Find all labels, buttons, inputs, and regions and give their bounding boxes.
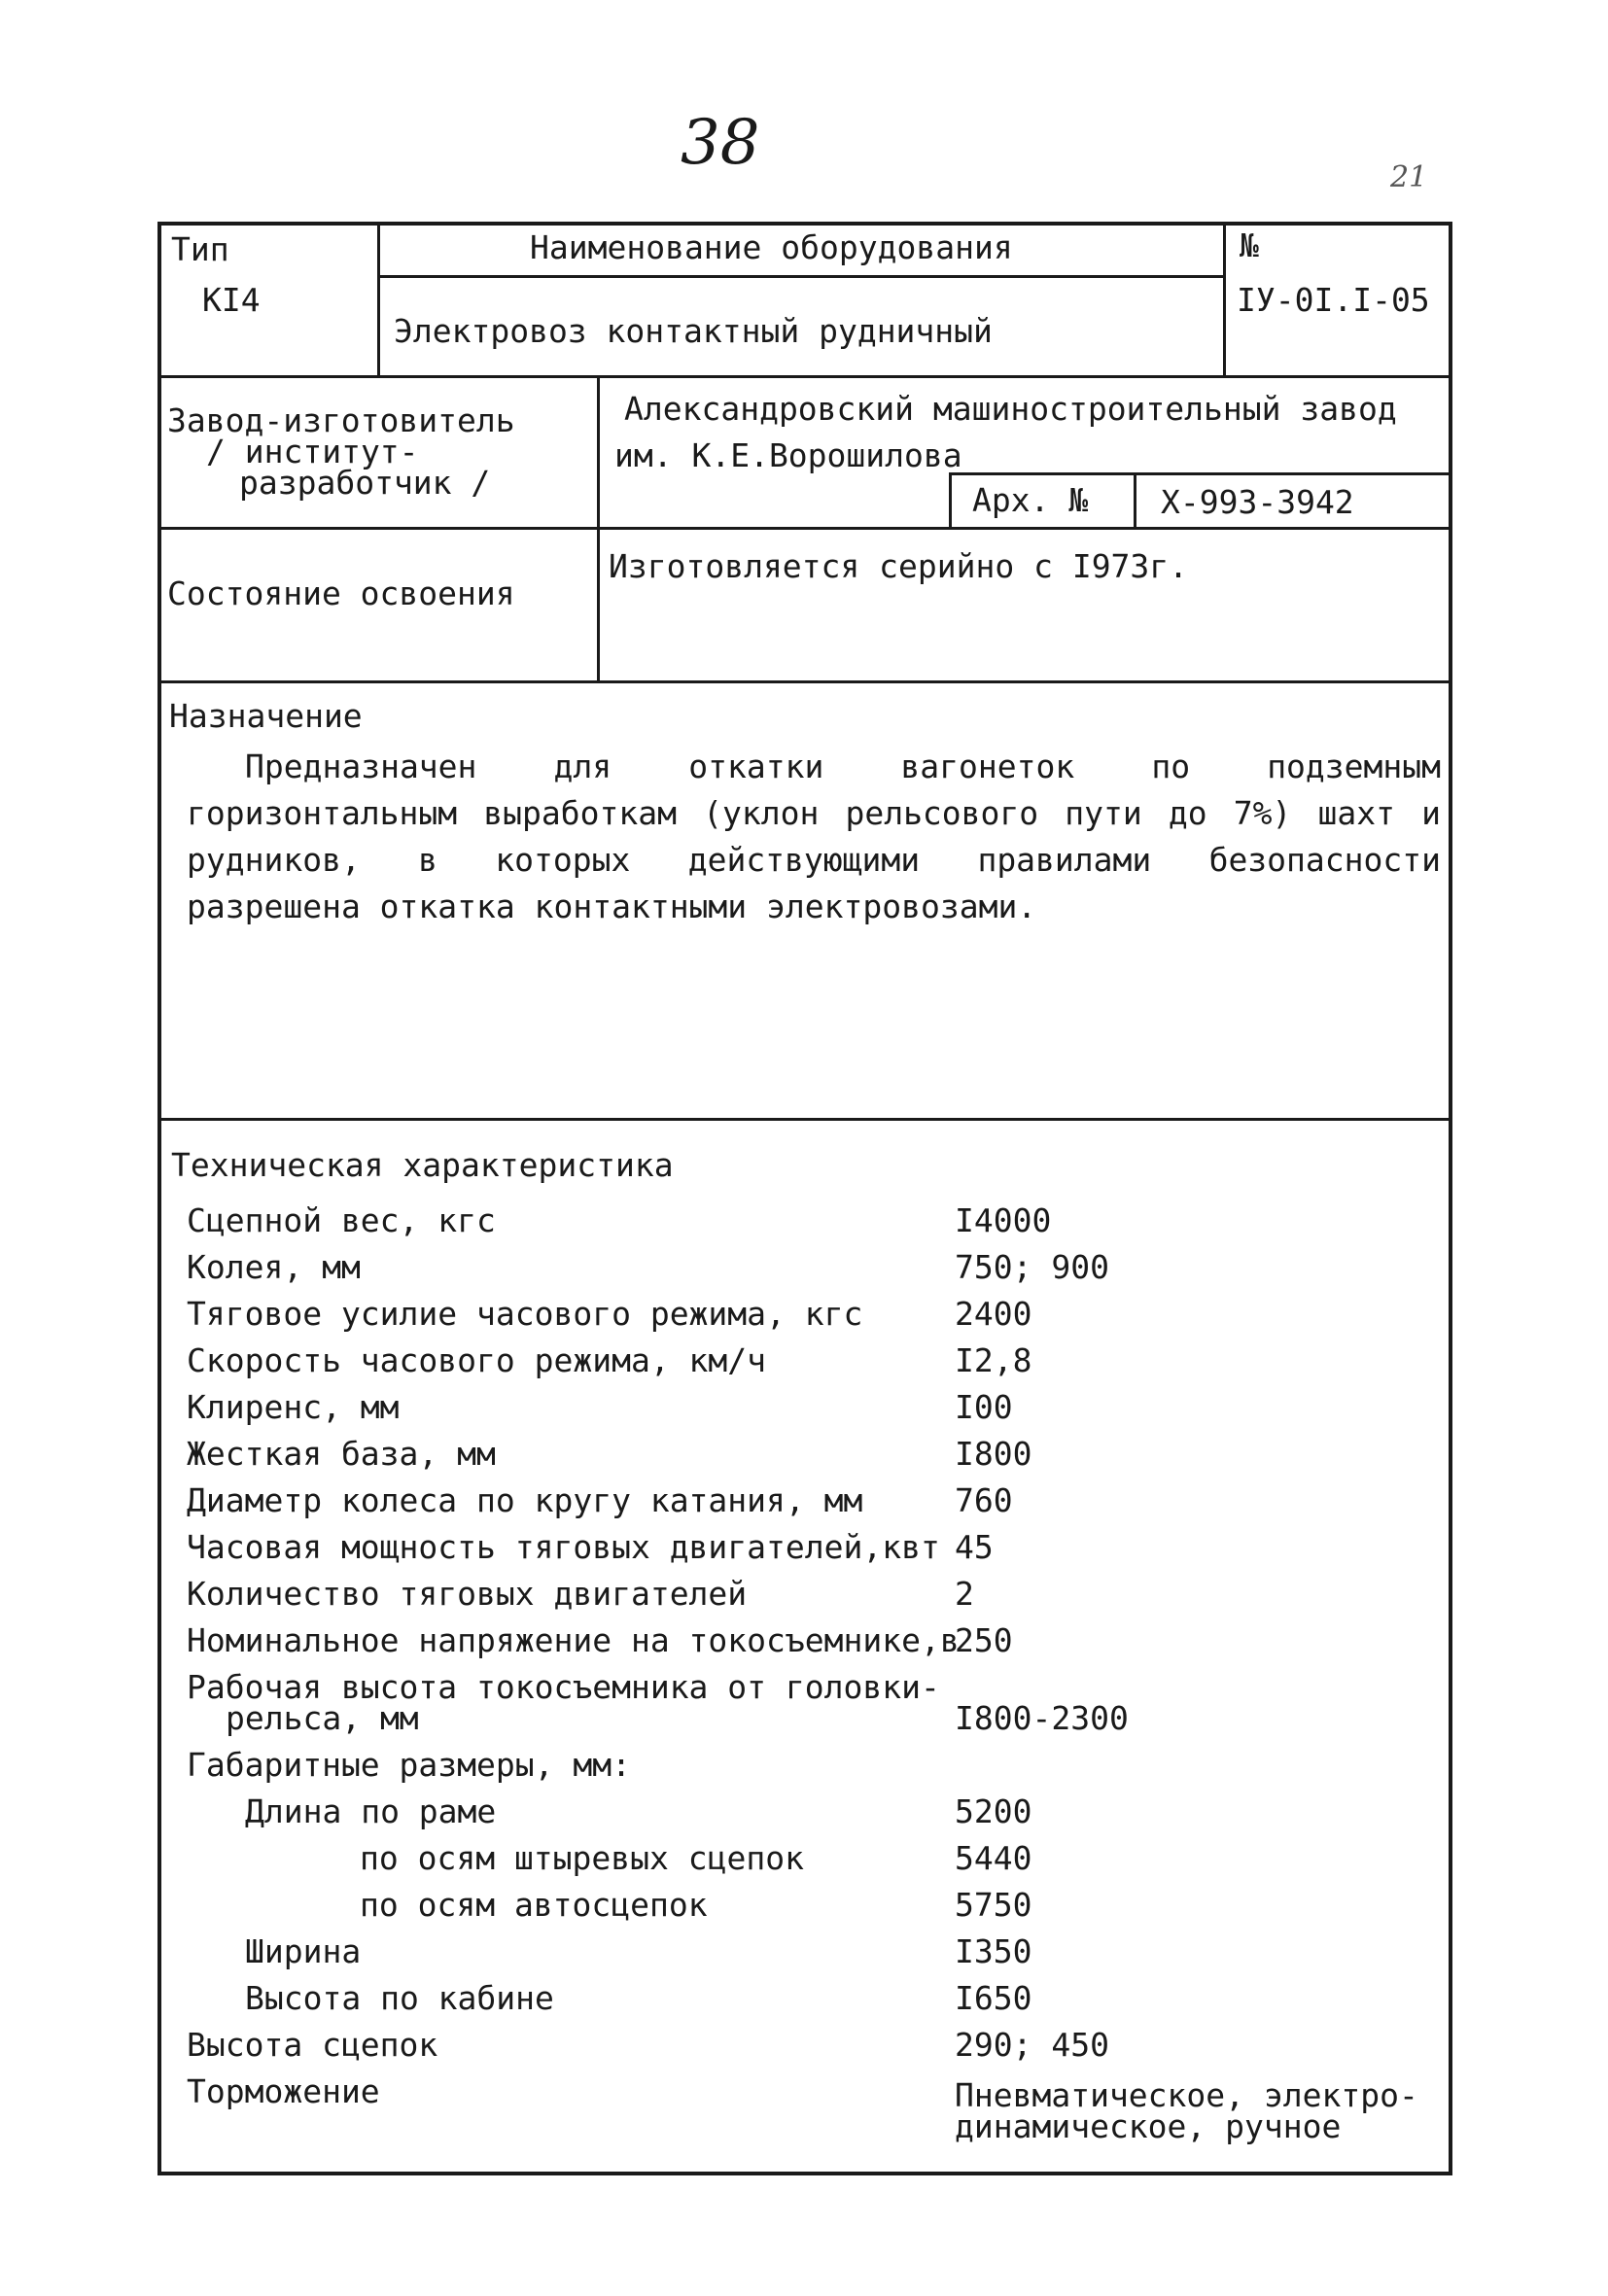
spec-label: рельса, мм bbox=[226, 1699, 419, 1737]
spec-label: Торможение bbox=[187, 2072, 380, 2110]
equipment-name-label: Наименование оборудования bbox=[530, 228, 1013, 266]
spec-value: 760 bbox=[955, 1481, 1013, 1519]
spec-value: 5440 bbox=[955, 1839, 1032, 1877]
archive-label: Арх. № bbox=[972, 481, 1089, 519]
page-number: 38 bbox=[681, 107, 760, 179]
spec-value: I4000 bbox=[955, 1201, 1052, 1239]
spec-label: Габаритные размеры, мм: bbox=[187, 1746, 631, 1784]
divider bbox=[377, 222, 380, 377]
spec-label: по осям автосцепок bbox=[360, 1886, 708, 1924]
spec-value: I350 bbox=[955, 1932, 1032, 1970]
spec-value: I650 bbox=[955, 1979, 1032, 2017]
spec-label: Сцепной вес, кгс bbox=[187, 1201, 496, 1239]
spec-label: Часовая мощность тяговых двигателей,квт bbox=[187, 1528, 940, 1566]
divider bbox=[949, 472, 1452, 475]
divider bbox=[1223, 222, 1226, 377]
spec-label: Ширина bbox=[245, 1932, 362, 1970]
spec-label: Скорость часового режима, км/ч bbox=[187, 1341, 767, 1379]
spec-label: Диаметр колеса по кругу катания, мм bbox=[187, 1481, 863, 1519]
divider bbox=[157, 375, 1452, 378]
spec-value: 2400 bbox=[955, 1295, 1032, 1333]
type-label: Тип bbox=[171, 230, 229, 268]
number-label: № bbox=[1240, 226, 1259, 264]
purpose-paragraph: Предназначен для откатки вагонеток по подземным горизонтальным выработкам (уклон рельсового пути до 7%) шахт и рудников, в которых действующими правилами безопасности разрешена откатка контактными электровозами. bbox=[187, 748, 1441, 925]
spec-label: Рабочая высота токосъемника от головки- bbox=[187, 1668, 940, 1706]
divider bbox=[949, 472, 952, 527]
type-value: КI4 bbox=[202, 281, 261, 319]
divider bbox=[157, 680, 1452, 683]
spec-label: Номинальное напряжение на токосъемнике,в bbox=[187, 1621, 960, 1659]
manufacturer-label-line3: разработчик / bbox=[239, 464, 491, 502]
spec-label: Количество тяговых двигателей bbox=[187, 1575, 748, 1613]
divider bbox=[157, 527, 1452, 530]
spec-value: 2 bbox=[955, 1575, 974, 1613]
manufacturer-label-line1: Завод-изготовитель bbox=[167, 401, 515, 439]
purpose-text bbox=[187, 744, 1441, 930]
spec-value: 750; 900 bbox=[955, 1248, 1109, 1286]
spec-value: динамическое, ручное bbox=[955, 2107, 1342, 2145]
spec-label: Длина по раме bbox=[245, 1792, 497, 1830]
manufacturer-value-line2: им. К.Е.Ворошилова bbox=[614, 436, 962, 474]
spec-value: I800 bbox=[955, 1435, 1032, 1473]
purpose-label: Назначение bbox=[169, 697, 363, 735]
spec-label: Высота сцепок bbox=[187, 2026, 438, 2064]
manufacturer-value-line1: Александровский машиностроительный завод bbox=[624, 390, 1397, 428]
spec-label: Тяговое усилие часового режима, кгс bbox=[187, 1295, 863, 1333]
spec-label: по осям штыревых сцепок bbox=[360, 1839, 804, 1877]
divider bbox=[1134, 472, 1136, 527]
spec-value: Пневматическое, электро- bbox=[955, 2076, 1418, 2114]
equipment-name-value: Электровоз контактный рудничный bbox=[394, 312, 993, 350]
status-label: Состояние освоения bbox=[167, 574, 515, 612]
spec-value: I800-2300 bbox=[955, 1699, 1129, 1737]
spec-value: 290; 450 bbox=[955, 2026, 1109, 2064]
corner-mark: 21 bbox=[1390, 160, 1428, 194]
divider bbox=[377, 275, 1223, 278]
divider bbox=[157, 1118, 1452, 1121]
spec-value: 45 bbox=[955, 1528, 994, 1566]
spec-label: Жесткая база, мм bbox=[187, 1435, 496, 1473]
specs-title: Техническая характеристика bbox=[171, 1146, 674, 1184]
spec-value: 250 bbox=[955, 1621, 1013, 1659]
spec-value: I2,8 bbox=[955, 1341, 1032, 1379]
spec-label: Колея, мм bbox=[187, 1248, 361, 1286]
spec-label: Клиренс, мм bbox=[187, 1388, 400, 1426]
status-value: Изготовляется серийно с I973г. bbox=[609, 547, 1189, 585]
manufacturer-label-line2: / институт- bbox=[206, 433, 419, 470]
spec-value: 5200 bbox=[955, 1792, 1032, 1830]
spec-label: Высота по кабине bbox=[245, 1979, 554, 2017]
number-value: IУ-0I.I-05 bbox=[1237, 281, 1430, 319]
spec-value: 5750 bbox=[955, 1886, 1032, 1924]
archive-value: Х-993-3942 bbox=[1161, 483, 1354, 521]
spec-value: I00 bbox=[955, 1388, 1013, 1426]
